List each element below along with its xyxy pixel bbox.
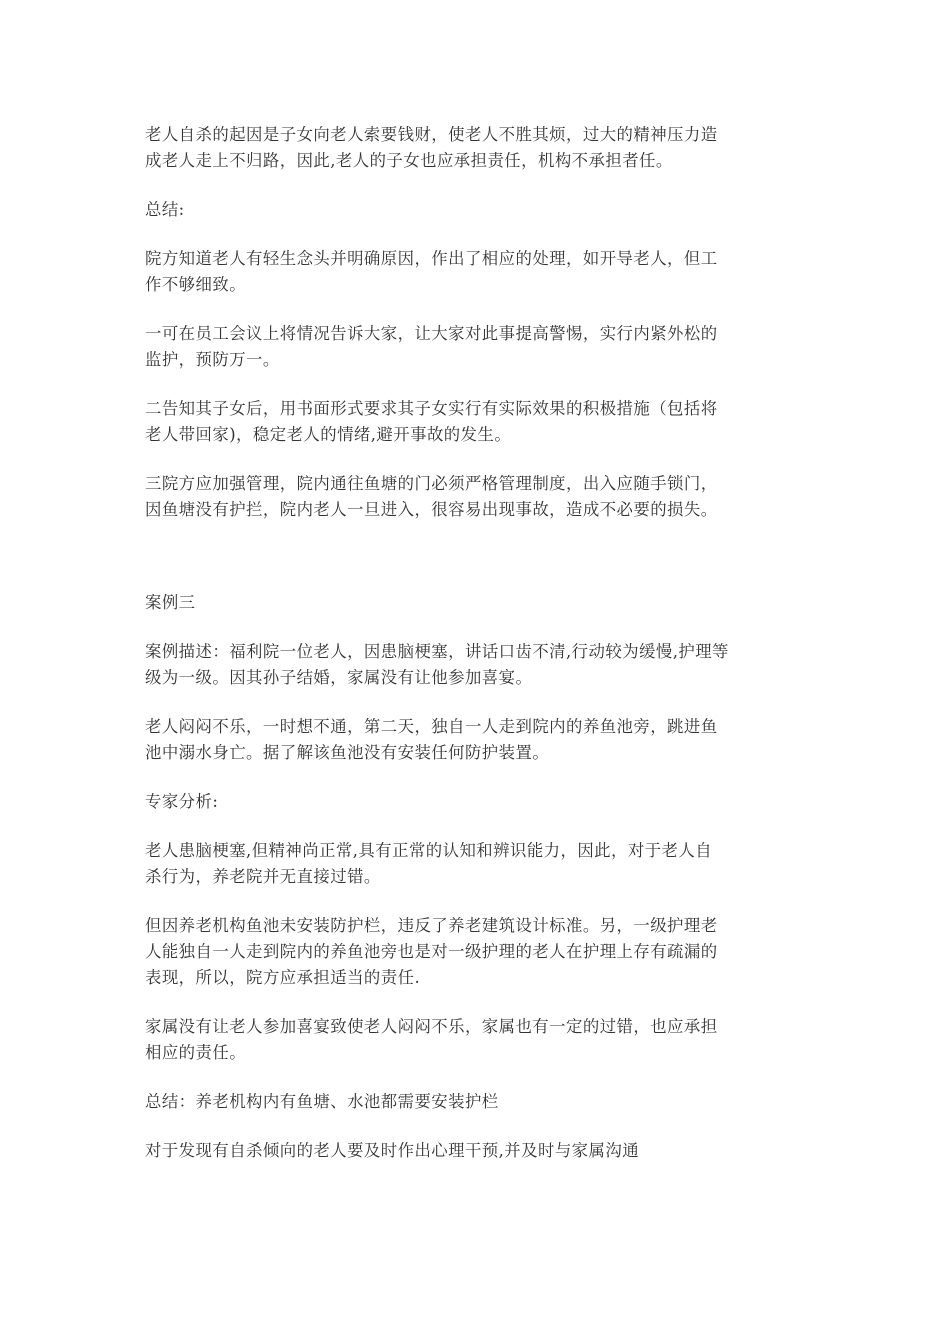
paragraph-incident <box>145 714 810 766</box>
text-line: 总结: <box>145 200 185 219</box>
paragraph-summary-intervention <box>145 1138 810 1164</box>
text-line: 表现，所以，院方应承担适当的责任. <box>145 968 421 987</box>
paragraph-point-one <box>145 321 810 373</box>
text-line: 老人闷闷不乐，一时想不通，第二天，独自一人走到院内的养鱼池旁，跳进鱼 <box>145 717 718 736</box>
text-line: 家属没有让老人参加喜宴致使老人闷闷不乐，家属也有一定的过错，也应承担 <box>145 1017 718 1036</box>
heading-summary <box>145 197 810 223</box>
text-line: 监护，预防万一。 <box>145 350 280 369</box>
text-line: 但因养老机构鱼池未安装防护栏，违反了养老建筑设计标准。另，一级护理老 <box>145 916 718 935</box>
paragraph-point-two <box>145 396 810 448</box>
text-line: 老人带回家)，稳定老人的情绪,避开事故的发生。 <box>145 425 512 444</box>
text-line: 专家分析: <box>145 792 219 811</box>
paragraph-institution-handling <box>145 246 810 298</box>
heading-case-three <box>145 590 810 616</box>
text-line: 案例三 <box>145 593 196 612</box>
paragraph-suicide-cause <box>145 122 810 174</box>
text-line: 二告知其子女后，用书面形式要求其子女实行有实际效果的积极措施（包括将 <box>145 399 718 418</box>
paragraph-point-three <box>145 471 810 523</box>
paragraph-analysis-two <box>145 913 810 991</box>
text-line: 成老人走上不归路，因此,老人的子女也应承担责任，机构不承担者任。 <box>145 151 673 170</box>
text-line: 杀行为，养老院并无直接过错。 <box>145 867 381 886</box>
document-page <box>145 122 810 1187</box>
text-line: 案例描述：福利院一位老人，因患脑梗塞，讲话口齿不清,行动较为缓慢,护理等 <box>145 642 729 661</box>
text-line: 院方知道老人有轻生念头并明确原因，作出了相应的处理，如开导老人，但工 <box>145 249 718 268</box>
text-line: 对于发现有自杀倾向的老人要及时作出心理干预,并及时与家属沟通 <box>145 1141 640 1160</box>
text-line: 总结：养老机构内有鱼塘、水池都需要安装护栏 <box>145 1092 499 1111</box>
paragraph-summary-guardrail <box>145 1089 810 1115</box>
paragraph-case-description <box>145 639 810 691</box>
text-line: 一可在员工会议上将情况告诉大家，让大家对此事提高警惕，实行内紧外松的 <box>145 324 718 343</box>
heading-expert-analysis <box>145 789 810 815</box>
text-line: 级为一级。因其孙子结婚，家属没有让他参加喜宴。 <box>145 668 533 687</box>
text-line: 作不够细致。 <box>145 275 247 294</box>
text-line: 老人自杀的起因是子女向老人索要钱财，使老人不胜其烦，过大的精神压力造 <box>145 125 718 144</box>
text-line: 相应的责任。 <box>145 1043 247 1062</box>
text-line: 老人患脑梗塞,但精神尚正常,具有正常的认知和辨识能力，因此，对于老人自 <box>145 841 713 860</box>
text-line: 因鱼塘没有护拦，院内老人一旦进入，很容易出现事故，造成不必要的损失。 <box>145 500 718 519</box>
paragraph-analysis-three <box>145 1014 810 1066</box>
text-line: 人能独自一人走到院内的养鱼池旁也是对一级护理的老人在护理上存有疏漏的 <box>145 942 718 961</box>
paragraph-analysis-one <box>145 838 810 890</box>
text-line: 三院方应加强管理，院内通往鱼塘的门必须严格管理制度，出入应随手锁门， <box>145 474 718 493</box>
section-spacer <box>145 546 810 590</box>
text-line: 池中溺水身亡。据了解该鱼池没有安装任何防护装置。 <box>145 743 550 762</box>
